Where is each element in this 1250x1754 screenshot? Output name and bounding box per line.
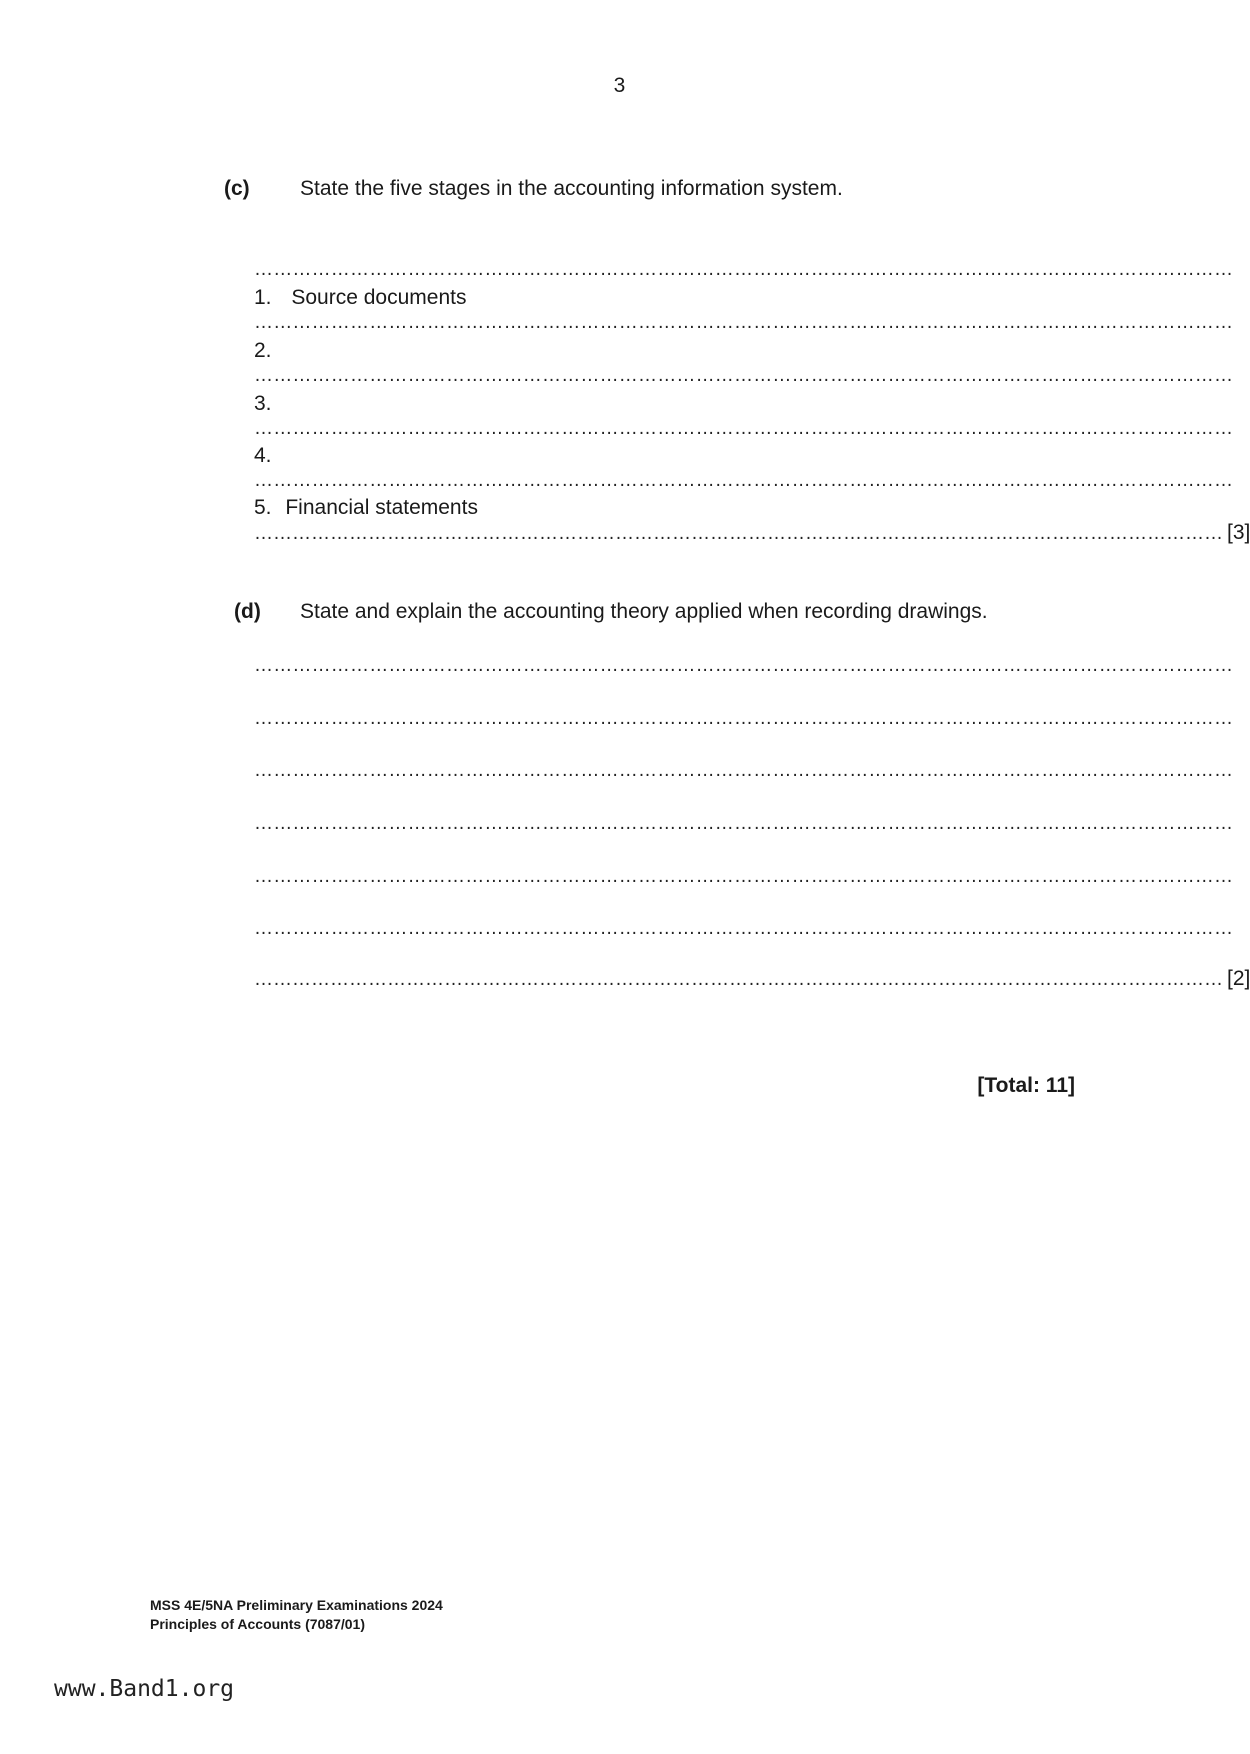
- answer-line: ………………………………………………………………………………………………………………………………………: [254, 523, 1223, 544]
- watermark: www.Band1.org: [54, 1676, 235, 1702]
- answer-line: ………………………………………………………………………………………………………………………………………: [254, 760, 1234, 781]
- answer-line-with-marks: [254, 521, 1250, 544]
- answer-line: ………………………………………………………………………………………………………………………………………: [254, 259, 1234, 280]
- list-item: [254, 339, 286, 363]
- answer-line-with-marks: [254, 967, 1250, 990]
- question-c-text: State the five stages in the accounting information system.: [300, 177, 843, 200]
- item-number: 3.: [254, 392, 272, 415]
- answer-line: ………………………………………………………………………………………………………………………………………: [254, 365, 1234, 386]
- item-number: 1.: [254, 286, 272, 309]
- total-marks: [Total: 11]: [977, 1074, 1075, 1097]
- item-number: 5.: [254, 496, 272, 519]
- page-number: 3: [613, 74, 626, 97]
- footer-exam-title: MSS 4E/5NA Preliminary Examinations 2024: [150, 1597, 443, 1613]
- list-item: [254, 392, 286, 416]
- list-item: [254, 286, 466, 310]
- answer-line: ………………………………………………………………………………………………………………………………………: [254, 969, 1223, 990]
- answer-line: ………………………………………………………………………………………………………………………………………: [254, 655, 1234, 676]
- question-d-label: (d): [234, 600, 261, 623]
- answer-line: ………………………………………………………………………………………………………………………………………: [254, 866, 1234, 887]
- marks-d: [2]: [1227, 967, 1250, 990]
- answer-line: ………………………………………………………………………………………………………………………………………: [254, 918, 1234, 939]
- question-d-text: State and explain the accounting theory applied when recording drawings.: [300, 600, 988, 623]
- answer-line: ………………………………………………………………………………………………………………………………………: [254, 418, 1234, 439]
- item-answer: Financial statements: [285, 496, 478, 519]
- item-answer: Source documents: [291, 286, 467, 309]
- question-c-label: (c): [224, 177, 250, 200]
- marks-c: [3]: [1227, 521, 1250, 544]
- answer-line: ………………………………………………………………………………………………………………………………………: [254, 813, 1234, 834]
- footer: [150, 1596, 443, 1634]
- answer-line: ………………………………………………………………………………………………………………………………………: [254, 708, 1234, 729]
- answer-line: ………………………………………………………………………………………………………………………………………: [254, 470, 1234, 491]
- list-item: [254, 496, 478, 520]
- answer-line: ………………………………………………………………………………………………………………………………………: [254, 312, 1234, 333]
- list-item: [254, 444, 286, 468]
- footer-subject: Principles of Accounts (7087/01): [150, 1616, 365, 1632]
- item-number: 2.: [254, 339, 272, 362]
- item-number: 4.: [254, 444, 272, 467]
